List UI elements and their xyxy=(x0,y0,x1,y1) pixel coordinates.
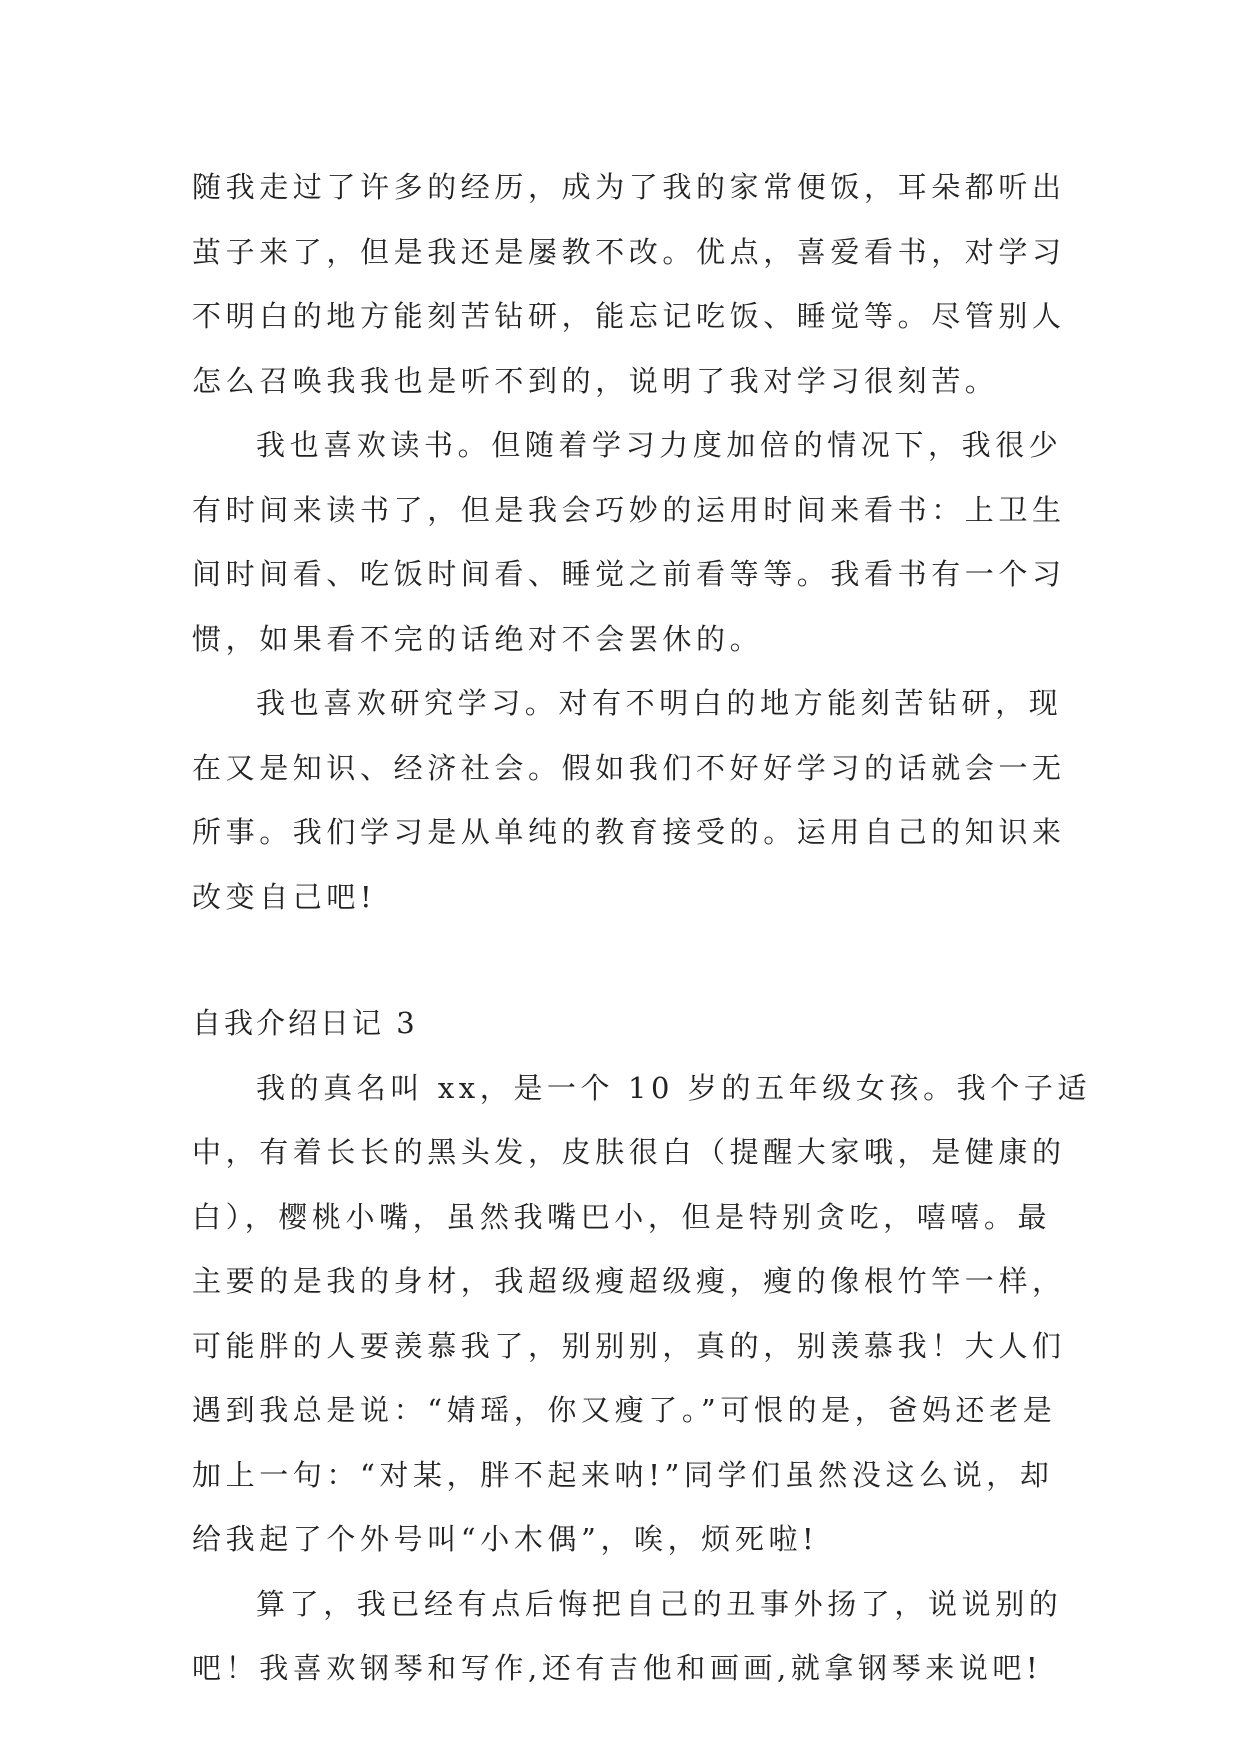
text-line: 改变自己吧! xyxy=(192,879,377,914)
paragraph xyxy=(192,155,1066,413)
text-line: 不明白的地方能刻苦钻研，能忘记吃饭、睡觉等。尽管别人 xyxy=(192,299,1066,333)
paragraph xyxy=(192,413,1066,671)
text-line: 我的真名叫 xx，是一个 10 岁的五年级女孩。我个子适 xyxy=(256,1070,1092,1105)
text-line: 茧子来了，但是我还是屡教不改。优点，喜爱看书，对学习 xyxy=(192,234,1066,269)
document-body xyxy=(192,155,1092,1701)
paragraph xyxy=(192,671,1066,929)
text-line: 惯，如果看不完的话绝对不会罢休的。 xyxy=(192,621,764,656)
text-line: 有时间来读书了，但是我会巧妙的运用时间来看书：上卫生 xyxy=(192,492,1066,527)
text-line: 给我起了个外号叫“小木偶”，唉，烦死啦! xyxy=(192,1522,819,1556)
text-line: 我也喜欢读书。但随着学习力度加倍的情况下，我很少 xyxy=(256,428,1063,462)
text-line: 白），樱桃小嘴，虽然我嘴巴小，但是特别贪吃，嘻嘻。最 xyxy=(192,1199,1052,1234)
text-line: 主要的是我的身材，我超级瘦超级瘦，瘦的像根竹竿一样， xyxy=(192,1264,1066,1298)
text-line: 间时间看、吃饭时间看、睡觉之前看等等。我看书有一个习 xyxy=(192,557,1066,591)
paragraph xyxy=(192,1056,1092,1572)
text-line: 所事。我们学习是从单纯的教育接受的。运用自己的知识来 xyxy=(192,815,1066,849)
text-line: 遇到我总是说：“婧瑶，你又瘦了。”可恨的是，爸妈还老是 xyxy=(192,1393,1057,1427)
text-line: 在又是知识、经济社会。假如我们不好好学习的话就会一无 xyxy=(192,750,1066,785)
text-line: 算了，我已经有点后悔把自己的丑事外扬了，说说别的 xyxy=(256,1586,1063,1621)
text-line: 可能胖的人要羡慕我了，别别别，真的，别羡慕我！大人们 xyxy=(192,1328,1066,1363)
paragraph xyxy=(192,1572,1062,1701)
text-line: 加上一句：“对某，胖不起来呐!”同学们虽然没这么说，却 xyxy=(192,1457,1054,1492)
text-line: 我也喜欢研究学习。对有不明白的地方能刻苦钻研，现 xyxy=(256,686,1063,720)
text-line: 怎么召唤我我也是听不到的，说明了我对学习很刻苦。 xyxy=(192,363,999,398)
section-title: 自我介绍日记 3 xyxy=(192,1006,418,1040)
text-line: 中，有着长长的黑头发，皮肤很白（提醒大家哦，是健康的 xyxy=(192,1135,1066,1169)
section-spacer xyxy=(192,929,1062,991)
text-line: 吧！我喜欢钢琴和写作,还有吉他和画画,就拿钢琴来说吧! xyxy=(192,1651,1043,1685)
text-line: 随我走过了许多的经历，成为了我的家常便饭，耳朵都听出 xyxy=(192,170,1066,204)
